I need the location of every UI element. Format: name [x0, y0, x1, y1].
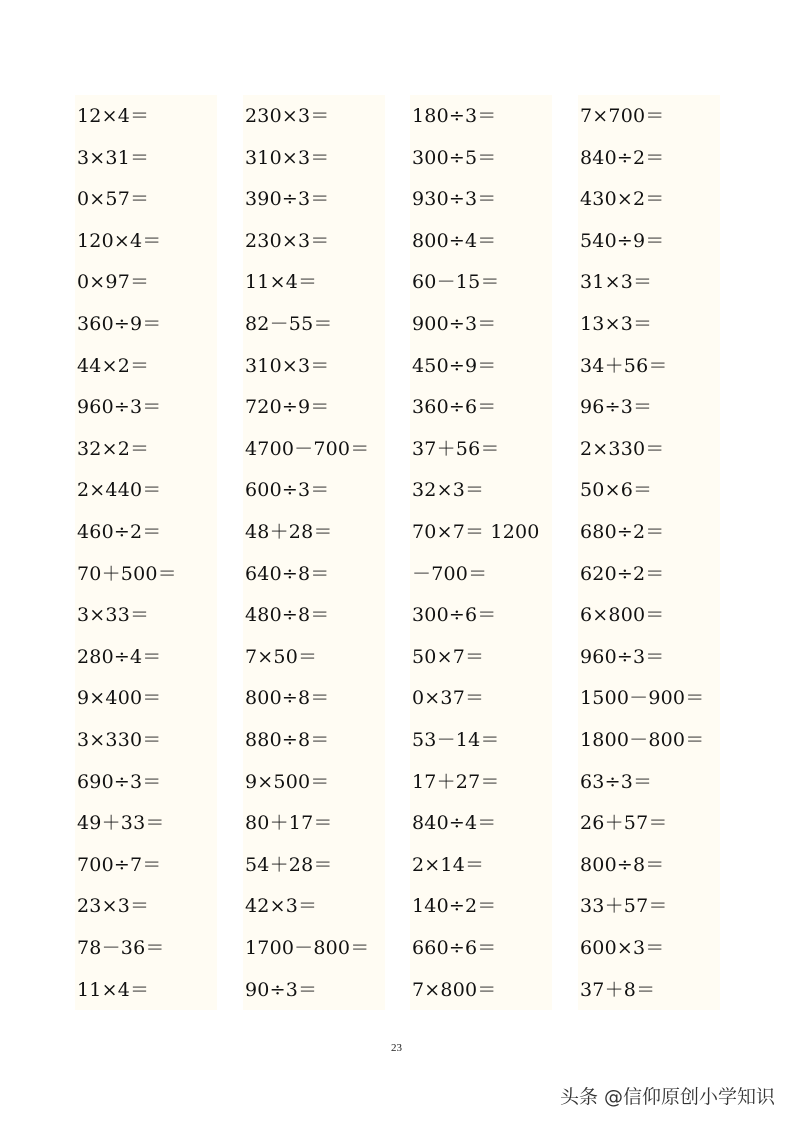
problem-item: 700÷7＝ — [77, 853, 162, 876]
problem-item: 430×2＝ — [580, 188, 665, 211]
problem-item: 600×3＝ — [580, 937, 665, 959]
page-number: 23 — [391, 1042, 402, 1054]
problem-item: 3×330＝ — [77, 729, 162, 751]
problem-item: 33＋57＝ — [580, 895, 668, 918]
problem-item: 60－15＝ — [412, 271, 500, 294]
problem-item: 48＋28＝ — [245, 521, 333, 543]
problem-item: 0×97＝ — [77, 271, 150, 294]
problem-item: 450÷9＝ — [412, 354, 497, 377]
problem-item: 34＋56＝ — [580, 354, 668, 377]
problem-item: 840÷2＝ — [580, 146, 665, 169]
problem-item: 13×3＝ — [580, 313, 653, 335]
problem-item: 390÷3＝ — [245, 188, 330, 211]
problem-item: 230×3＝ — [245, 105, 330, 127]
problem-item: 300÷5＝ — [412, 146, 497, 169]
problem-item: 70×7＝ 1200 — [412, 521, 540, 543]
problem-item: 930÷3＝ — [412, 188, 497, 211]
problem-item: 17＋27＝ — [412, 770, 500, 793]
problem-item: 230×3＝ — [245, 229, 330, 252]
problem-item: 800÷8＝ — [580, 853, 665, 876]
problem-item: 6×800＝ — [580, 604, 665, 627]
problem-item: 49＋33＝ — [77, 812, 165, 835]
watermark: 头条 @信仰原创小学知识 — [559, 1086, 775, 1108]
problem-item: 4700－700＝ — [245, 437, 370, 460]
problem-item: 460÷2＝ — [77, 521, 162, 543]
problem-item: 280÷4＝ — [77, 645, 162, 668]
problem-item: 640÷8＝ — [245, 562, 330, 585]
problem-column-1 — [75, 95, 217, 1010]
problem-item: 7×50＝ — [245, 645, 318, 668]
problem-item: 680÷2＝ — [580, 521, 665, 543]
problem-item: 620÷2＝ — [580, 562, 665, 585]
problem-item: 300÷6＝ — [412, 604, 497, 627]
problem-item: 310×3＝ — [245, 354, 330, 377]
problem-item: 660÷6＝ — [412, 937, 497, 959]
problem-item: 690÷3＝ — [77, 770, 162, 793]
problem-item: 800÷8＝ — [245, 687, 330, 710]
problem-item: 960÷3＝ — [580, 645, 665, 668]
problem-item: 32×3＝ — [412, 479, 485, 502]
problem-item: 120×4＝ — [77, 229, 162, 252]
problem-item: 37＋56＝ — [412, 437, 500, 460]
problem-item: 80＋17＝ — [245, 812, 333, 835]
problem-item: 360÷6＝ — [412, 396, 497, 419]
problem-item: 7×700＝ — [580, 105, 665, 127]
problem-item: 53－14＝ — [412, 729, 500, 751]
problem-item: 32×2＝ — [77, 437, 150, 460]
problem-item: 11×4＝ — [245, 271, 318, 294]
problem-item: 0×37＝ — [412, 687, 485, 710]
problem-item: 900÷3＝ — [412, 313, 497, 335]
problem-item: 9×400＝ — [77, 687, 162, 710]
problem-item: 1500－900＝ — [580, 687, 705, 710]
problem-item: 96÷3＝ — [580, 396, 653, 419]
problem-column-2 — [243, 95, 385, 1010]
problem-item: 37＋8＝ — [580, 978, 656, 1001]
problem-item: 50×7＝ — [412, 645, 485, 668]
problem-item: 82－55＝ — [245, 313, 333, 335]
problem-item: 1800－800＝ — [580, 729, 705, 751]
problem-columns — [75, 95, 720, 1010]
problem-item: 2×14＝ — [412, 853, 485, 876]
problem-item: 140÷2＝ — [412, 895, 497, 918]
problem-item: 3×33＝ — [77, 604, 150, 627]
problem-item: 960÷3＝ — [77, 396, 162, 419]
problem-item: 1700－800＝ — [245, 937, 370, 959]
problem-item: 63÷3＝ — [580, 770, 653, 793]
problem-item: 180÷3＝ — [412, 105, 497, 127]
problem-column-4 — [578, 95, 720, 1010]
problem-item: 880÷8＝ — [245, 729, 330, 751]
problem-item: 360÷9＝ — [77, 313, 162, 335]
problem-item: 3×31＝ — [77, 146, 150, 169]
problem-item: 26＋57＝ — [580, 812, 668, 835]
problem-item: 11×4＝ — [77, 978, 150, 1001]
problem-item: 310×3＝ — [245, 146, 330, 169]
problem-item: 90÷3＝ — [245, 978, 318, 1001]
problem-item: 12×4＝ — [77, 105, 150, 127]
problem-item: 42×3＝ — [245, 895, 318, 918]
problem-item: 31×3＝ — [580, 271, 653, 294]
problem-item: 54＋28＝ — [245, 853, 333, 876]
problem-item: 720÷9＝ — [245, 396, 330, 419]
problem-item: 840÷4＝ — [412, 812, 497, 835]
problem-item: 7×800＝ — [412, 978, 497, 1001]
problem-item: －700＝ — [412, 562, 488, 585]
problem-item: 78－36＝ — [77, 937, 165, 959]
problem-item: 800÷4＝ — [412, 229, 497, 252]
problem-item: 2×330＝ — [580, 437, 665, 460]
problem-item: 23×3＝ — [77, 895, 150, 918]
problem-item: 70＋500＝ — [77, 562, 177, 585]
problem-column-3 — [410, 95, 552, 1010]
problem-item: 540÷9＝ — [580, 229, 665, 252]
problem-item: 44×2＝ — [77, 354, 150, 377]
problem-item: 0×57＝ — [77, 188, 150, 211]
problem-item: 9×500＝ — [245, 770, 330, 793]
problem-item: 2×440＝ — [77, 479, 162, 502]
problem-item: 600÷3＝ — [245, 479, 330, 502]
problem-item: 480÷8＝ — [245, 604, 330, 627]
problem-item: 50×6＝ — [580, 479, 653, 502]
